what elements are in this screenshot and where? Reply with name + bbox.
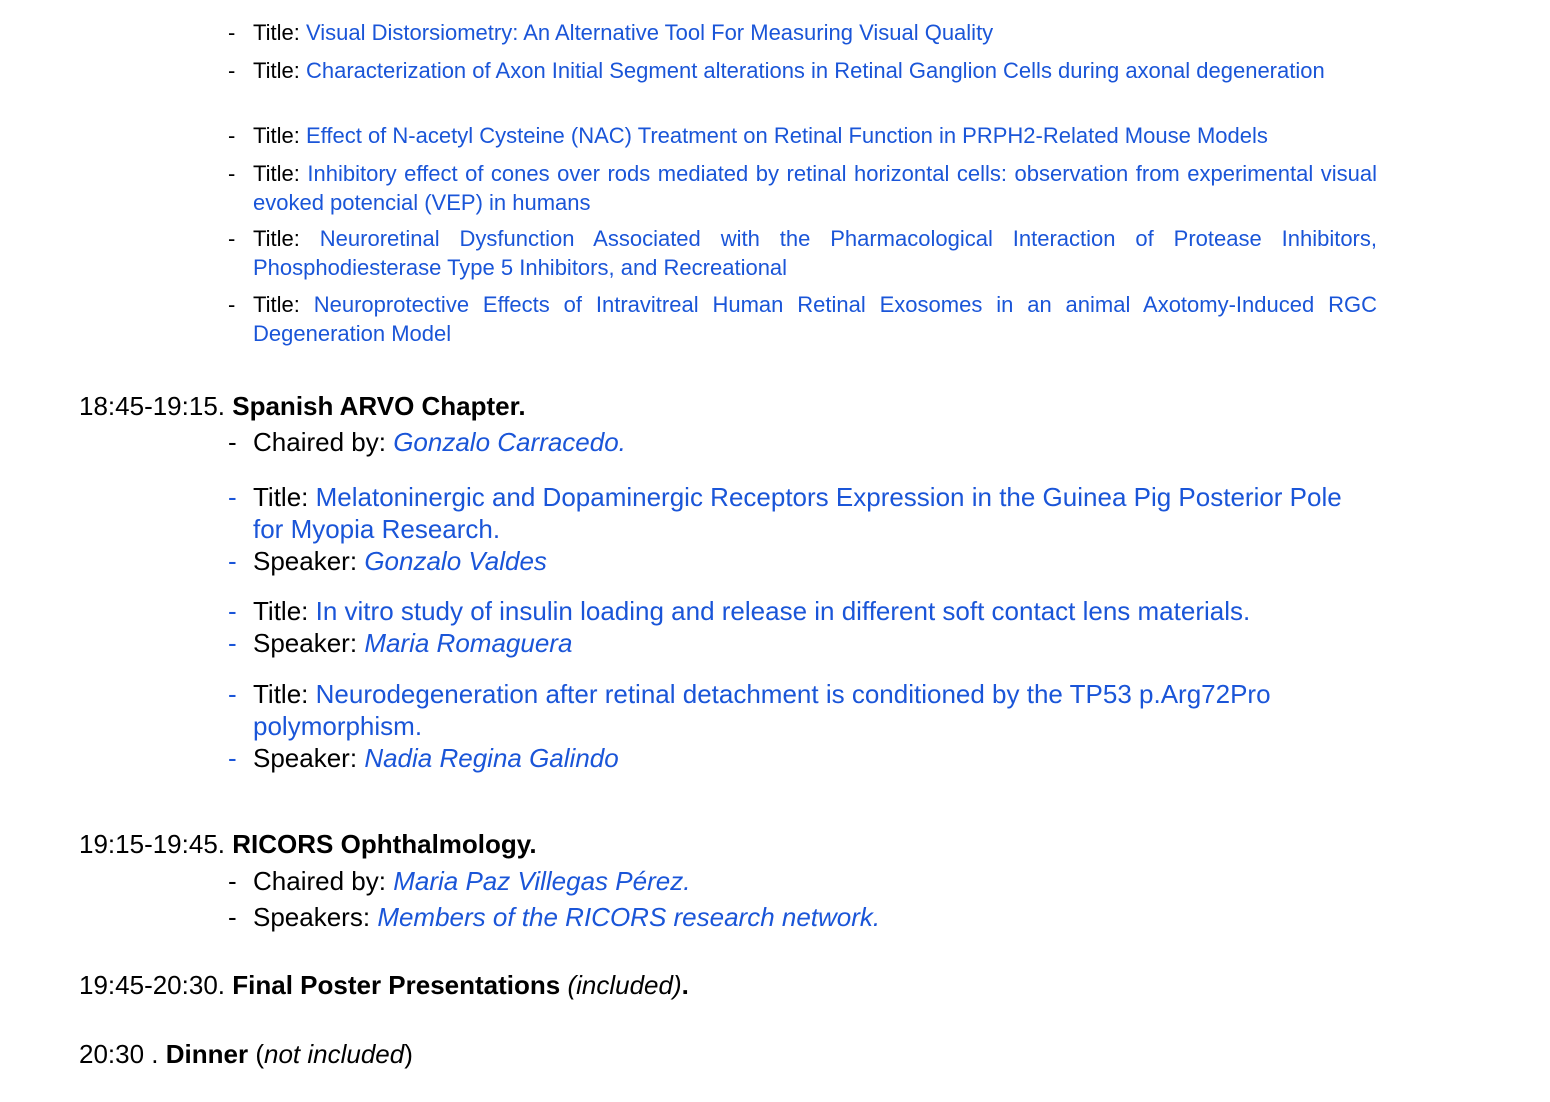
bullet-dash: -: [228, 628, 237, 658]
session-time: 19:15-19:45.: [79, 829, 226, 859]
title-label: Title:: [253, 20, 300, 45]
session-note: (included): [567, 970, 682, 1000]
speaker-label: Speaker:: [253, 743, 358, 773]
bullet-dash: -: [228, 292, 236, 317]
poster-title-link[interactable]: Characterization of Axon Initial Segment alterations in Retinal Ganglion Cells during axonal degeneration: [305, 58, 1325, 83]
bullet-dash: -: [228, 743, 237, 773]
paren-close: ): [404, 1039, 413, 1069]
poster-item: [253, 56, 1377, 85]
speaker-name-link[interactable]: Gonzalo Valdes: [364, 546, 547, 576]
session-posters-heading: [79, 969, 689, 1001]
list-item: [0, 18, 1550, 48]
session-arvo-heading: [79, 390, 526, 422]
chair-name-link[interactable]: Gonzalo Carracedo.: [393, 427, 626, 457]
session-time: 18:45-19:15.: [79, 391, 226, 421]
bullet-dash: -: [228, 866, 237, 896]
speaker-name-link[interactable]: Nadia Regina Galindo: [364, 743, 619, 773]
speaker-line: [253, 627, 1373, 659]
talk-title-line: [253, 595, 1373, 627]
speaker-line: [253, 545, 1373, 577]
speaker-line: [253, 742, 1373, 774]
session-ricors-heading: [79, 828, 537, 860]
bullet-dash: -: [228, 679, 237, 709]
session-note: not included: [264, 1039, 405, 1069]
bullet-dash: -: [228, 902, 237, 932]
poster-item: [253, 18, 1377, 47]
title-label: Title:: [253, 596, 309, 626]
speakers-line: [253, 901, 1373, 933]
bullet-dash: -: [228, 546, 237, 576]
list-item: [0, 224, 1550, 284]
poster-item: [253, 224, 1377, 282]
talk-title-line: [253, 678, 1373, 742]
poster-title-link[interactable]: Visual Distorsiometry: An Alternative Tool For Measuring Visual Quality: [305, 20, 994, 45]
chaired-label: Chaired by:: [253, 427, 386, 457]
talk-title-line: [253, 481, 1373, 545]
session-title: RICORS Ophthalmology.: [232, 829, 537, 859]
talk-title-link[interactable]: Neurodegeneration after retinal detachment is conditioned by the TP53 p.Arg72Pro polymorphism.: [253, 679, 1271, 741]
talk-title-link[interactable]: In vitro study of insulin loading and release in different soft contact lens materials.: [315, 596, 1251, 626]
bullet-dash: -: [228, 58, 236, 83]
title-label: Title:: [253, 292, 300, 317]
list-item: [0, 159, 1550, 219]
title-label: Title:: [253, 161, 300, 186]
session-time: 20:30 .: [79, 1039, 159, 1069]
poster-title-link[interactable]: Neuroprotective Effects of Intravitreal Human Retinal Exosomes in an animal Axotomy-Induced RGC Degeneration Model: [253, 292, 1377, 346]
session-title: Spanish ARVO Chapter.: [232, 391, 526, 421]
list-item: [0, 290, 1550, 350]
speaker-name-link[interactable]: Maria Romaguera: [364, 628, 573, 658]
speakers-link[interactable]: Members of the RICORS research network.: [377, 902, 881, 932]
bullet-dash: -: [228, 161, 236, 186]
poster-title-link[interactable]: Neuroretinal Dysfunction Associated with the Pharmacological Interaction of Protease Inhibitors, Phosphodiesterase Type 5 Inhibitors, and Recreational: [253, 226, 1377, 280]
bullet-dash: -: [228, 482, 237, 512]
bullet-dash: -: [228, 226, 236, 251]
chair-line: [253, 426, 1373, 458]
chair-line: [253, 865, 1373, 897]
speaker-label: Speaker:: [253, 546, 358, 576]
bullet-dash: -: [228, 427, 237, 457]
title-label: Title:: [253, 679, 309, 709]
chaired-label: Chaired by:: [253, 866, 386, 896]
chair-name-link[interactable]: Maria Paz Villegas Pérez.: [393, 866, 691, 896]
session-title: Dinner: [165, 1039, 249, 1069]
speaker-label: Speaker:: [253, 628, 358, 658]
poster-item: [253, 159, 1377, 217]
title-label: Title:: [253, 482, 309, 512]
bullet-dash: -: [228, 596, 237, 626]
bullet-dash: -: [228, 20, 236, 45]
session-title: Final Poster Presentations: [232, 970, 561, 1000]
session-end: .: [681, 970, 689, 1000]
poster-item: [253, 290, 1377, 348]
poster-title-link[interactable]: Effect of N-acetyl Cysteine (NAC) Treatment on Retinal Function in PRPH2-Related Mouse Models: [305, 123, 1268, 148]
session-time: 19:45-20:30.: [79, 970, 226, 1000]
title-label: Title:: [253, 226, 300, 251]
poster-item: [253, 121, 1377, 150]
paren-open: (: [255, 1039, 264, 1069]
poster-title-link[interactable]: Inhibitory effect of cones over rods mediated by retinal horizontal cells: observation from experimental visual evoked potencial (VEP) in humans: [253, 161, 1377, 215]
session-dinner-heading: [79, 1038, 413, 1070]
list-item: [0, 56, 1550, 116]
talk-title-link[interactable]: Melatoninergic and Dopaminergic Receptors Expression in the Guinea Pig Posterior Pole for Myopia Research.: [253, 482, 1342, 544]
title-label: Title:: [253, 123, 300, 148]
list-item: [0, 121, 1550, 151]
title-label: Title:: [253, 58, 300, 83]
bullet-dash: -: [228, 123, 236, 148]
speakers-label: Speakers:: [253, 902, 371, 932]
